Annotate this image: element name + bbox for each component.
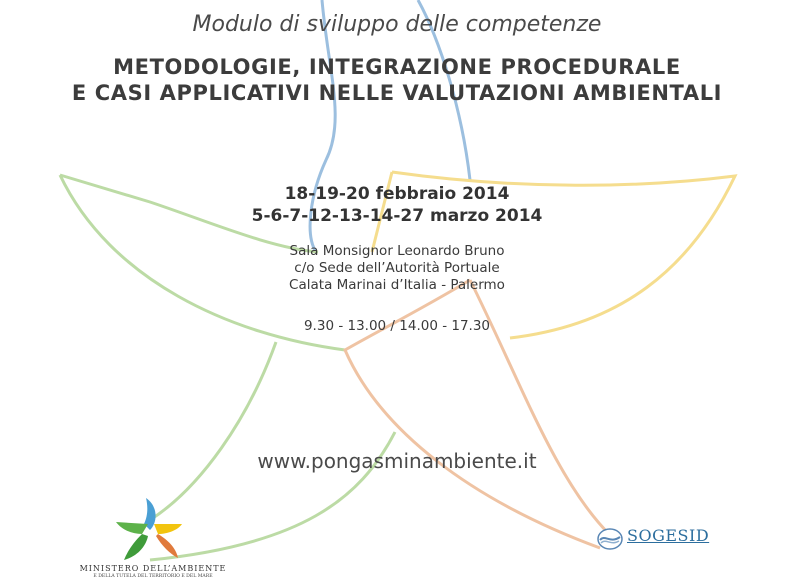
course-subtitle: Modulo di sviluppo delle competenze xyxy=(192,12,602,37)
ministero-star-icon xyxy=(78,494,228,564)
ministero-subtitle: E DELLA TUTELA DEL TERRITORIO E DEL MARE xyxy=(93,574,213,579)
course-title-line-1: METODOLOGIE, INTEGRAZIONE PROCEDURALE xyxy=(113,55,681,79)
venue-room: Sala Monsignor Leonardo Bruno xyxy=(289,243,505,259)
ministero-logo xyxy=(78,494,228,586)
sogesid-wave-icon xyxy=(596,524,624,552)
dates-march: 5-6-7-12-13-14-27 marzo 2014 xyxy=(251,206,543,226)
sogesid-logo xyxy=(596,524,714,552)
sogesid-name: SOGESID xyxy=(627,526,710,545)
website-link[interactable]: www.pongasminambiente.it xyxy=(257,449,537,473)
session-hours: 9.30 - 13.00 / 14.00 - 17.30 xyxy=(303,318,491,334)
course-title-line-2: E CASI APPLICATIVI NELLE VALUTAZIONI AMBIENTALI xyxy=(71,81,723,105)
venue-address: Calata Marinai d’Italia - Palermo xyxy=(289,277,505,293)
ministero-name: MINISTERO DELL’AMBIENTE xyxy=(79,564,227,573)
dates-february: 18-19-20 febbraio 2014 xyxy=(284,184,510,204)
venue-building: c/o Sede dell’Autorità Portuale xyxy=(294,260,500,276)
